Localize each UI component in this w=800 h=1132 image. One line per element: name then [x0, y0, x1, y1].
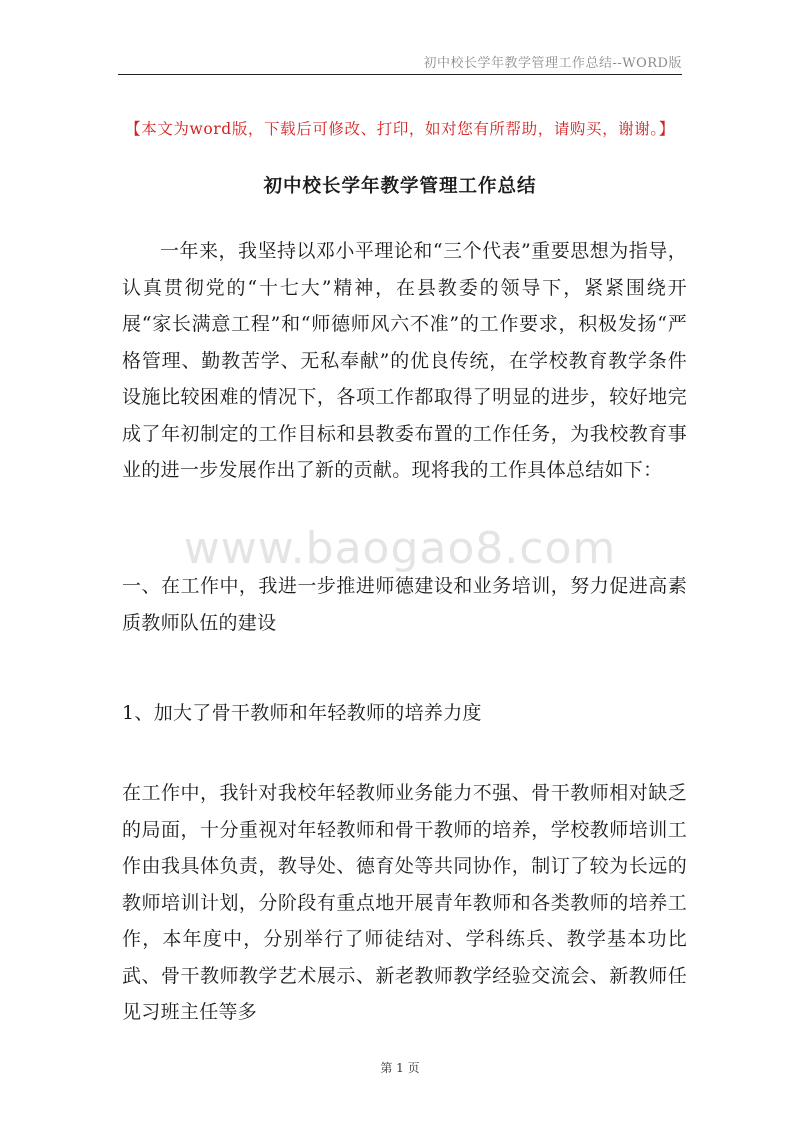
section-heading: 一、在工作中，我进一步推进师德建设和业务培训，努力促进高素质教师队伍的建设	[122, 575, 687, 634]
purchase-notice: 【本文为word版，下载后可修改、打印，如对您有所帮助，请购买，谢谢。】	[125, 120, 675, 138]
intro-paragraph: 一年来，我坚持以邓小平理论和“三个代表”重要思想为指导，认真贯彻党的“十七大”精神，在县教委的领导下，紧紧围绕开展“家长满意工程”和“师德师风六不准”的工作要求，积极发扬“严格管理、勤教苦学、无私奉献”的优良传统，在学校教育教学条件设施比较困难的情况下，各项工作都取得了明显的进步，较好地完成了年初制定的工作目标和县教委布置的工作任务，为我校教育事业的进一步发展作出了新的贡献。现将我的工作具体总结如下：	[122, 240, 687, 481]
subsection-heading: 1、加大了骨干教师和年轻教师的培养力度	[122, 702, 482, 724]
document-title: 初中校长学年教学管理工作总结	[263, 176, 537, 197]
header-divider	[118, 74, 682, 75]
page-number: 第 1 页	[380, 1061, 420, 1075]
running-header: 初中校长学年教学管理工作总结--WORD版	[423, 56, 682, 71]
watermark: www.baogao8.com	[183, 523, 617, 574]
body-paragraph: 在工作中，我针对我校年轻教师业务能力不强、骨干教师相对缺乏的局面，十分重视对年轻教师和骨干教师的培养，学校教师培训工作由我具体负责，教导处、德育处等共同协作，制订了较为长远的教师培训计划，分阶段有重点地开展青年教师和各类教师的培养工作，本年度中，分别举行了师徒结对、学科练兵、教学基本功比武、骨干教师教学艺术展示、新老教师教学经验交流会、新教师任见习班主任等多	[122, 782, 687, 1023]
